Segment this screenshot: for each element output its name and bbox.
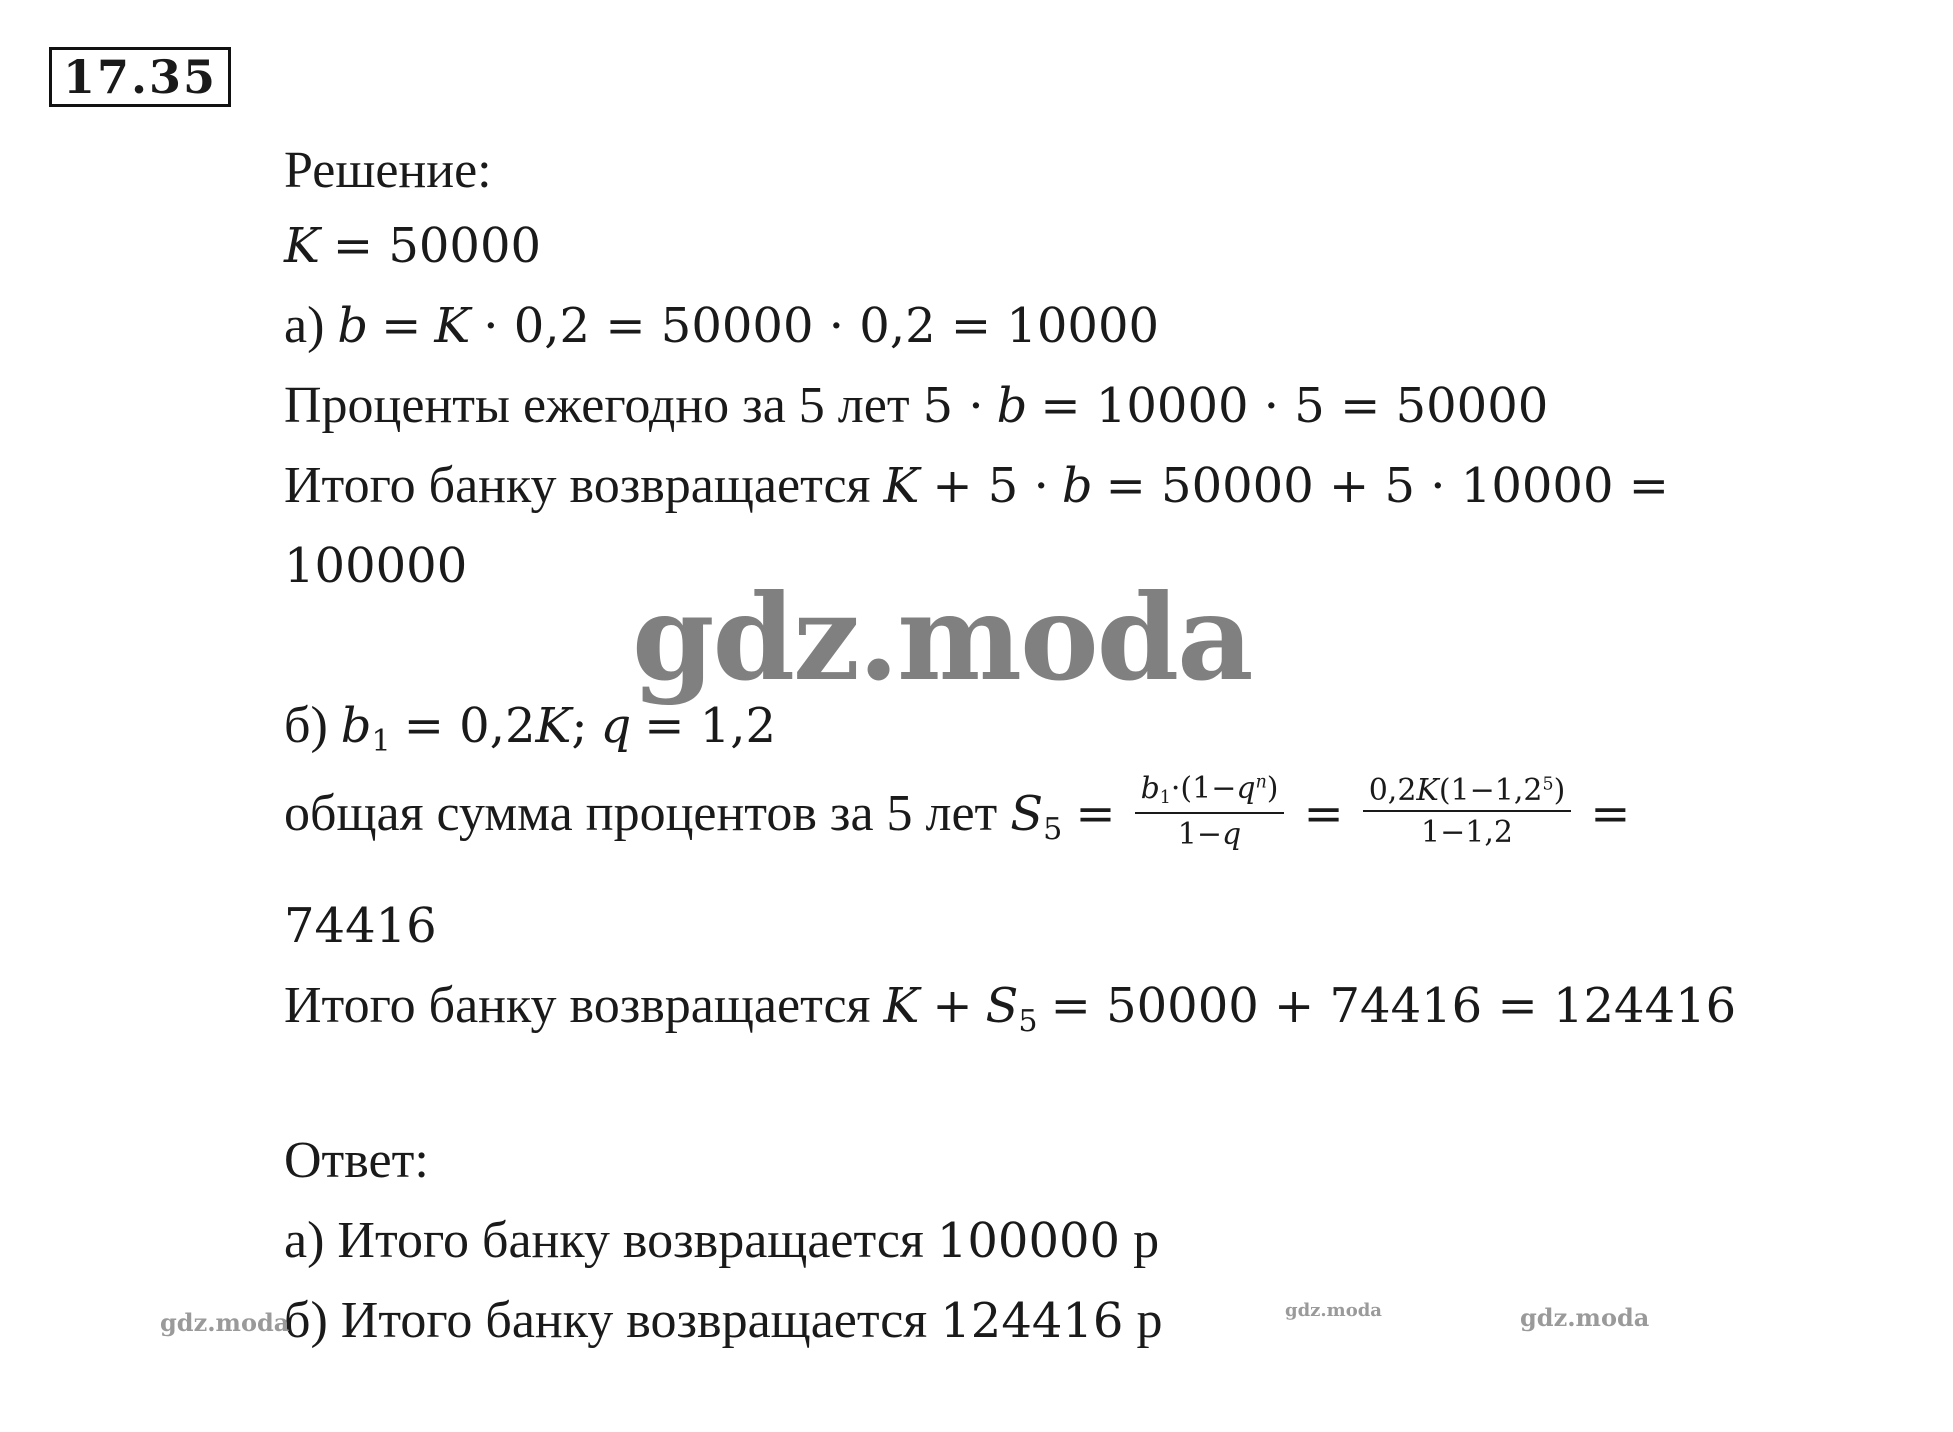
var-k: K bbox=[883, 458, 920, 514]
yearly-calc: = 10000 · 5 = 50000 bbox=[1040, 378, 1549, 434]
part-b-mid: = 0,2 bbox=[403, 698, 536, 754]
var-k: K bbox=[284, 218, 320, 274]
solution-heading: Решение: bbox=[284, 142, 492, 199]
total-a-line bbox=[284, 457, 1669, 514]
subscript: 5 bbox=[1043, 811, 1063, 847]
equals: = bbox=[1590, 785, 1631, 842]
given-line bbox=[284, 220, 541, 272]
total-a-pre: + 5 · bbox=[932, 458, 1049, 514]
fraction-denominator: 1−q bbox=[1177, 816, 1242, 852]
part-a-calc: · 0,2 = 50000 · 0,2 = 10000 bbox=[483, 298, 1160, 354]
fraction-substituted bbox=[1363, 772, 1572, 850]
answer-heading: Ответ: bbox=[284, 1132, 429, 1189]
answer-b-line bbox=[284, 1292, 1163, 1349]
answer-a-text: а) Итого банку возвращается bbox=[284, 1212, 924, 1269]
watermark-large: gdz.moda bbox=[632, 568, 1252, 707]
total-b-calc: = 50000 + 74416 = 124416 bbox=[1050, 978, 1737, 1034]
total-a-calc: = 50000 + 5 · 10000 = bbox=[1105, 458, 1669, 514]
equals: = bbox=[1303, 785, 1344, 842]
total-b-text: Итого банку возвращается bbox=[284, 977, 871, 1034]
total-a-result-line bbox=[284, 540, 467, 592]
var-b: b bbox=[1061, 458, 1093, 514]
var-b: b bbox=[337, 298, 369, 354]
var-s: S bbox=[985, 978, 1019, 1034]
q-value: = 1,2 bbox=[644, 698, 777, 754]
var-k: K bbox=[434, 298, 471, 354]
part-b-line bbox=[284, 697, 777, 760]
watermark-small-left: gdz.moda bbox=[160, 1308, 290, 1337]
total-a-text: Итого банку возвращается bbox=[284, 457, 871, 514]
answer-b-value: 124416 bbox=[940, 1293, 1124, 1349]
fraction-numerator: $b_1\cdot(1-q^n)$ bbox=[1135, 774, 1285, 814]
var-b: b bbox=[996, 378, 1028, 434]
var-b: b bbox=[340, 698, 372, 754]
equals: = bbox=[1075, 785, 1116, 842]
var-k: K bbox=[535, 698, 572, 754]
equals: = bbox=[381, 298, 422, 354]
answer-b-text: б) Итого банку возвращается bbox=[284, 1292, 928, 1349]
var-k: K bbox=[883, 978, 920, 1034]
given-value: = 50000 bbox=[332, 218, 542, 274]
sum-formula-line bbox=[284, 771, 1631, 856]
sum-text: общая сумма процентов за 5 лет bbox=[284, 784, 998, 842]
plus: + bbox=[932, 978, 973, 1034]
yearly-pre: 5 · bbox=[922, 378, 984, 434]
separator: ; bbox=[571, 698, 588, 754]
problem-number: 17.35 bbox=[49, 47, 231, 107]
answer-a-unit: р bbox=[1133, 1212, 1160, 1269]
part-b-prefix: б) bbox=[284, 697, 328, 754]
answer-a-line bbox=[284, 1212, 1160, 1269]
fraction-numerator: $0,2K(1-1,2^5)$ bbox=[1363, 776, 1572, 812]
part-a-prefix: а) bbox=[284, 297, 325, 354]
watermark-small-middle: gdz.moda bbox=[1285, 1300, 1382, 1321]
total-b-line bbox=[284, 977, 1737, 1040]
var-q: q bbox=[600, 698, 632, 754]
part-a-line bbox=[284, 297, 1160, 354]
yearly-text: Проценты ежегодно за 5 лет bbox=[284, 377, 910, 434]
fraction-formula bbox=[1135, 771, 1285, 852]
subscript: 5 bbox=[1018, 1004, 1038, 1040]
sum-result: 74416 bbox=[284, 898, 437, 954]
var-s: S bbox=[1010, 785, 1044, 842]
yearly-interest-line bbox=[284, 377, 1549, 434]
subscript: 1 bbox=[371, 724, 391, 760]
answer-a-value: 100000 bbox=[936, 1213, 1121, 1269]
answer-b-unit: р bbox=[1136, 1292, 1163, 1349]
fraction-denominator: 1−1,2 bbox=[1421, 814, 1513, 850]
watermark-small-right: gdz.moda bbox=[1520, 1303, 1650, 1332]
sum-result-line bbox=[284, 900, 437, 952]
total-a-result: 100000 bbox=[284, 538, 468, 594]
